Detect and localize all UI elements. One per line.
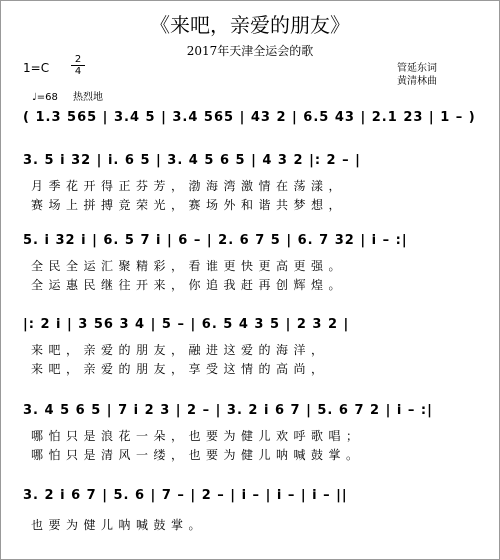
score-line-5-notes: 3. 4 5 6 5 | 7 i 2 3 | 2 – | 3. 2 i 6 7 | 5. 6 7 2 | i – :|	[23, 403, 433, 418]
lyricist-credit: 管延东词	[397, 63, 437, 74]
score-line-5-lyric-1: 哪怕只是浪花一朵，也要为健儿欢呼歌唱；	[31, 429, 364, 443]
tempo-value: ♩=68	[32, 92, 58, 103]
score-line-2-lyric-2: 赛场上拼搏竞荣光，赛场外和谐共梦想，	[31, 198, 347, 212]
score-line-4-lyric-1: 来吧，亲爱的朋友，融进这爱的海洋，	[31, 343, 329, 357]
time-signature-top: 2	[74, 54, 82, 65]
time-signature	[71, 55, 85, 76]
tempo-mark	[32, 88, 103, 103]
score-line-2-notes: 3. 5 i 32 | i. 6 5 | 3. 4 5 6 5 | 4 3 2 |: 2 – |	[23, 153, 361, 168]
score-line-3-lyric-1: 全民全运汇聚精彩，看谁更快更高更强。	[31, 259, 347, 273]
score-line-1-notes: ( 1.3 565 | 3.4 5 | 3.4 565 | 43 2 | 6.5 43 | 2.1 23 | 1 – )	[23, 110, 476, 125]
song-subtitle: 2017年天津全运会的歌	[186, 44, 314, 58]
score-line-4-notes: |: 2 i | 3 56 3 4 | 5 – | 6. 5 4 3 5 | 2 3 2 |	[23, 317, 350, 332]
score-line-4-lyric-2: 来吧，亲爱的朋友，享受这情的高尚，	[31, 362, 329, 376]
song-title: 《来吧，亲爱的朋友》	[150, 13, 350, 37]
tempo-expression: 热烈地	[73, 92, 104, 103]
score-line-5-lyric-2: 哪怕只是清风一缕，也要为健儿呐喊鼓掌。	[31, 448, 364, 462]
key-signature: 1=C	[23, 61, 50, 75]
score-line-3-lyric-2: 全运惠民继往开来，你追我赶再创辉煌。	[31, 278, 347, 292]
score-line-6-lyric-1: 也要为健儿呐喊鼓掌。	[31, 518, 207, 532]
time-signature-bottom: 4	[74, 66, 82, 77]
score-line-2-lyric-1: 月季花开得正芬芳，渤海湾激情在荡漾，	[31, 179, 347, 193]
score-line-3-notes: 5. i 32 i | 6. 5 7 i | 6 – | 2. 6 7 5 | 6. 7 32 | i – :|	[23, 233, 408, 248]
score-line-6-notes: 3. 2 i 6 7 | 5. 6 | 7 – | 2 – | i – | i – | i – ||	[23, 488, 348, 503]
composer-credit: 黄清林曲	[397, 76, 437, 87]
